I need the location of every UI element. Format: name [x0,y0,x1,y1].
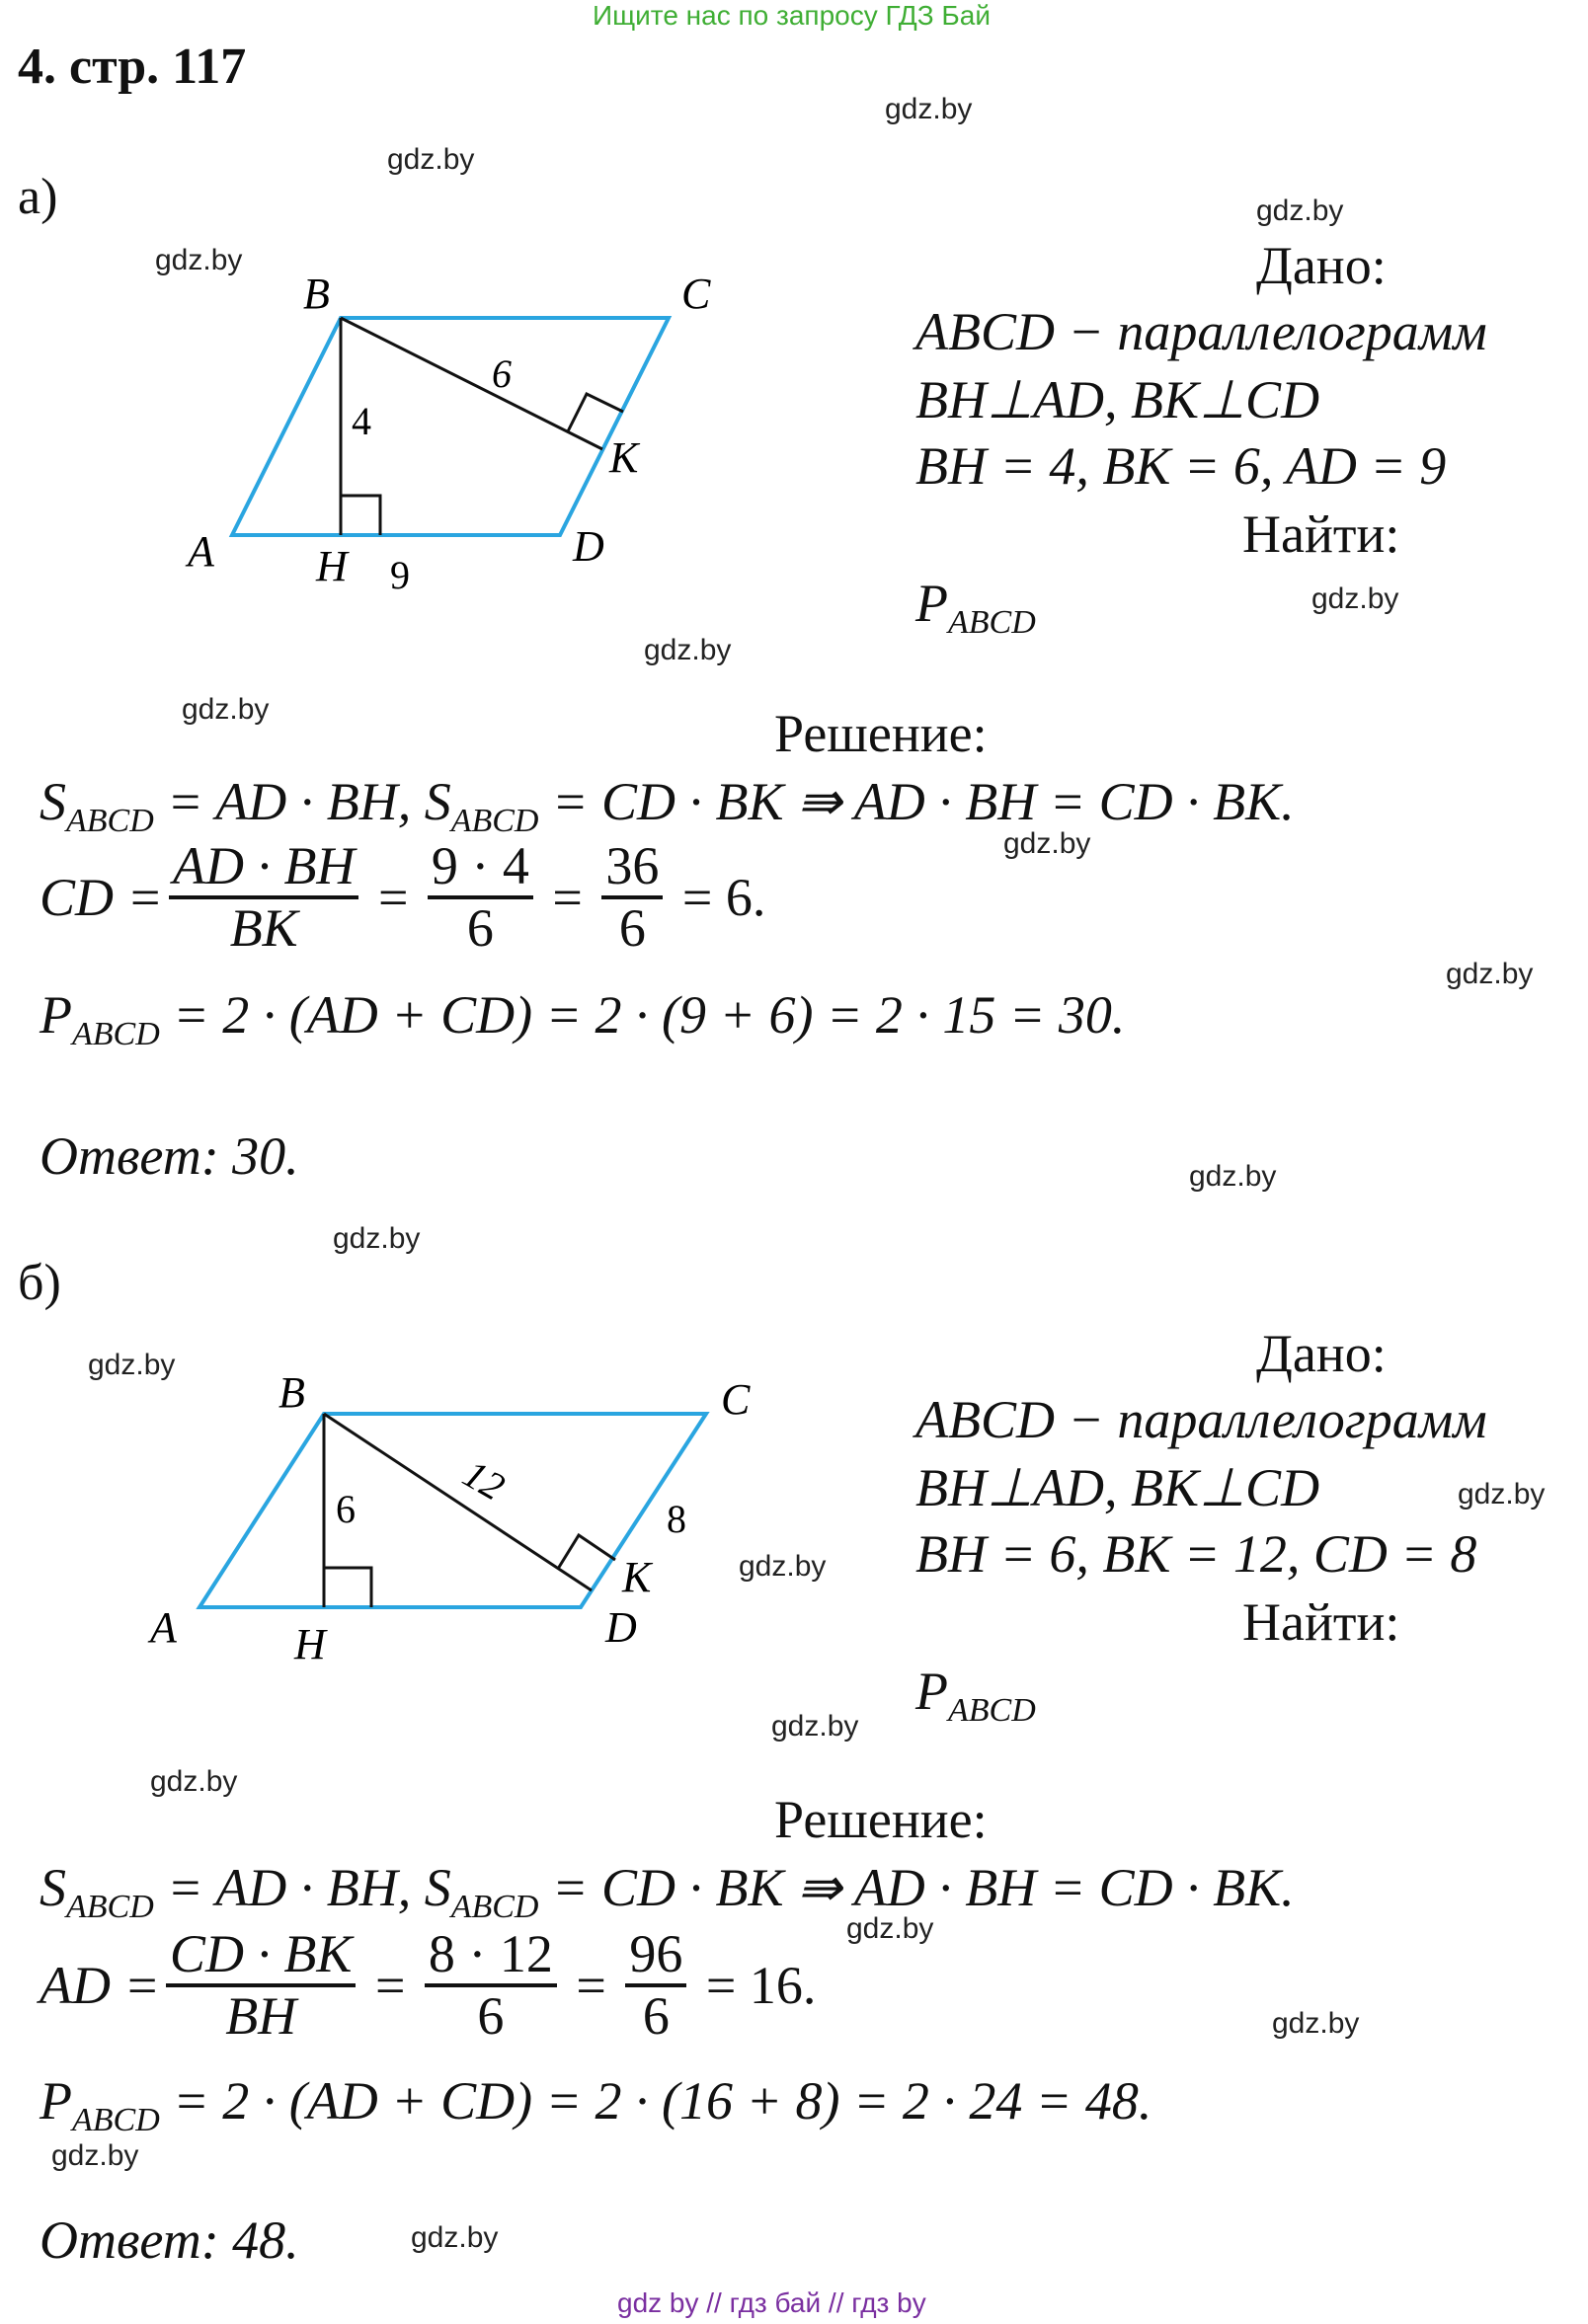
given-heading: Дано: [1256,1324,1387,1383]
foot-h: H [316,542,348,590]
length-bh: 6 [336,1487,356,1531]
part-b-figure [138,1362,770,1698]
watermark: gdz.by [155,244,243,276]
solution-line-2: CD = $\frac{AD \cdot BH}{BK}$ = $\frac{9 \cdot 4}{6}$ = $\frac{36}{6}$ = 6. [40,836,766,959]
given-line: BH = 4, BK = 6, AD = 9 [915,436,1447,496]
given-line: BH = 6, BK = 12, CD = 8 [915,1524,1477,1584]
solution-line-3: $P_{ABCD} = 2 \cdot (AD + CD) = 2 \cdot (16 + 8) = 2 \cdot 24 = 48$. [40,2071,1152,2138]
watermark: gdz.by [885,93,973,125]
solution-line-1: $S_{ABCD}$ = AD · BH, $S_{ABCD}$ = CD · BK ⇛ AD · BH = CD · BK. [40,1858,1295,1925]
given-heading: Дано: [1256,236,1387,295]
footer-links: gdz by // гдз бай // гдз by [617,2287,926,2318]
find-heading: Найти: [1242,504,1400,564]
fraction: $\frac{36}{6}$ [601,837,663,959]
watermark: gdz.by [1446,958,1534,990]
fraction: $\frac{CD \cdot BK}{BH}$ [166,1925,357,2047]
length-bh: 4 [352,399,371,443]
given-line: ABCD − параллелограмм [915,302,1487,361]
watermark: gdz.by [333,1222,421,1255]
vertex-a: A [188,527,214,576]
altitude-bk [341,318,602,449]
parallelogram-abcd [232,318,669,535]
watermark: gdz.by [387,143,475,176]
watermark: gdz.by [644,634,732,666]
watermark: gdz.by [150,1765,238,1798]
watermark: gdz.by [846,1912,934,1945]
solution-line-3: $P_{ABCD} = 2 \cdot (AD + CD) = 2 \cdot (9 + 6) = 2 \cdot 15 = 30$. [40,985,1126,1052]
given-line: ABCD − параллелограмм [915,1390,1487,1449]
length-cd: 8 [667,1497,686,1541]
fraction: $\frac{9 \cdot 4}{6}$ [428,837,533,959]
fraction: $\frac{8 \cdot 12}{6}$ [425,1925,557,2047]
part-b-label: б) [18,1255,61,1311]
part-a-label: а) [18,169,58,225]
foot-k: K [622,1553,652,1601]
watermark: gdz.by [739,1550,827,1583]
vertex-d: D [605,1603,637,1652]
watermark: gdz.by [51,2139,139,2172]
search-banner: Ищите нас по запросу ГДЗ Бай [593,0,992,31]
vertex-a: A [150,1603,177,1652]
vertex-b: B [303,270,330,318]
foot-h: H [294,1620,326,1668]
solution-line-1: $S_{ABCD}$ = AD · BH, $S_{ABCD}$ = CD · BK ⇛ AD · BH = CD · BK. [40,772,1295,839]
solution-heading: Решение: [774,1790,988,1849]
fraction: $\frac{96}{6}$ [625,1925,686,2047]
watermark: gdz.by [88,1349,176,1381]
solution-line-2: AD = $\frac{CD \cdot BK}{BH}$ = $\frac{8 \cdot 12}{6}$ = $\frac{96}{6}$ = 16. [40,1924,817,2047]
page-title: 4. стр. 117 [18,39,247,95]
watermark: gdz.by [1189,1160,1277,1193]
watermark: gdz.by [1256,194,1344,227]
altitude-bk [324,1414,592,1590]
watermark: gdz.by [1003,827,1091,860]
watermark: gdz.by [411,2221,499,2254]
answer: Ответ: 48. [40,2210,299,2270]
vertex-c: C [721,1375,751,1424]
vertex-b: B [278,1368,305,1417]
watermark: gdz.by [1272,2007,1360,2040]
watermark: gdz.by [1458,1478,1546,1511]
length-ad: 9 [390,553,410,597]
watermark: gdz.by [1311,582,1399,615]
watermark: gdz.by [182,693,270,726]
vertex-d: D [573,522,604,571]
fraction: $\frac{AD \cdot BH}{BK}$ [169,837,358,959]
find-value: $P_{ABCD}$ [915,1662,1036,1729]
answer: Ответ: 30. [40,1126,299,1186]
solution-heading: Решение: [774,704,988,763]
right-angle-h [341,496,380,535]
length-bk: 12 [455,1450,513,1510]
find-value: $P_{ABCD}$ [915,574,1036,641]
given-line: BH⊥AD, BK⊥CD [915,1458,1320,1517]
foot-k: K [609,433,639,482]
length-bk: 6 [492,351,512,396]
right-angle-h [324,1568,371,1607]
find-heading: Найти: [1242,1592,1400,1652]
given-line: BH⊥AD, BK⊥CD [915,370,1320,429]
vertex-c: C [681,270,711,318]
part-a-figure [178,257,731,612]
watermark: gdz.by [771,1710,859,1743]
